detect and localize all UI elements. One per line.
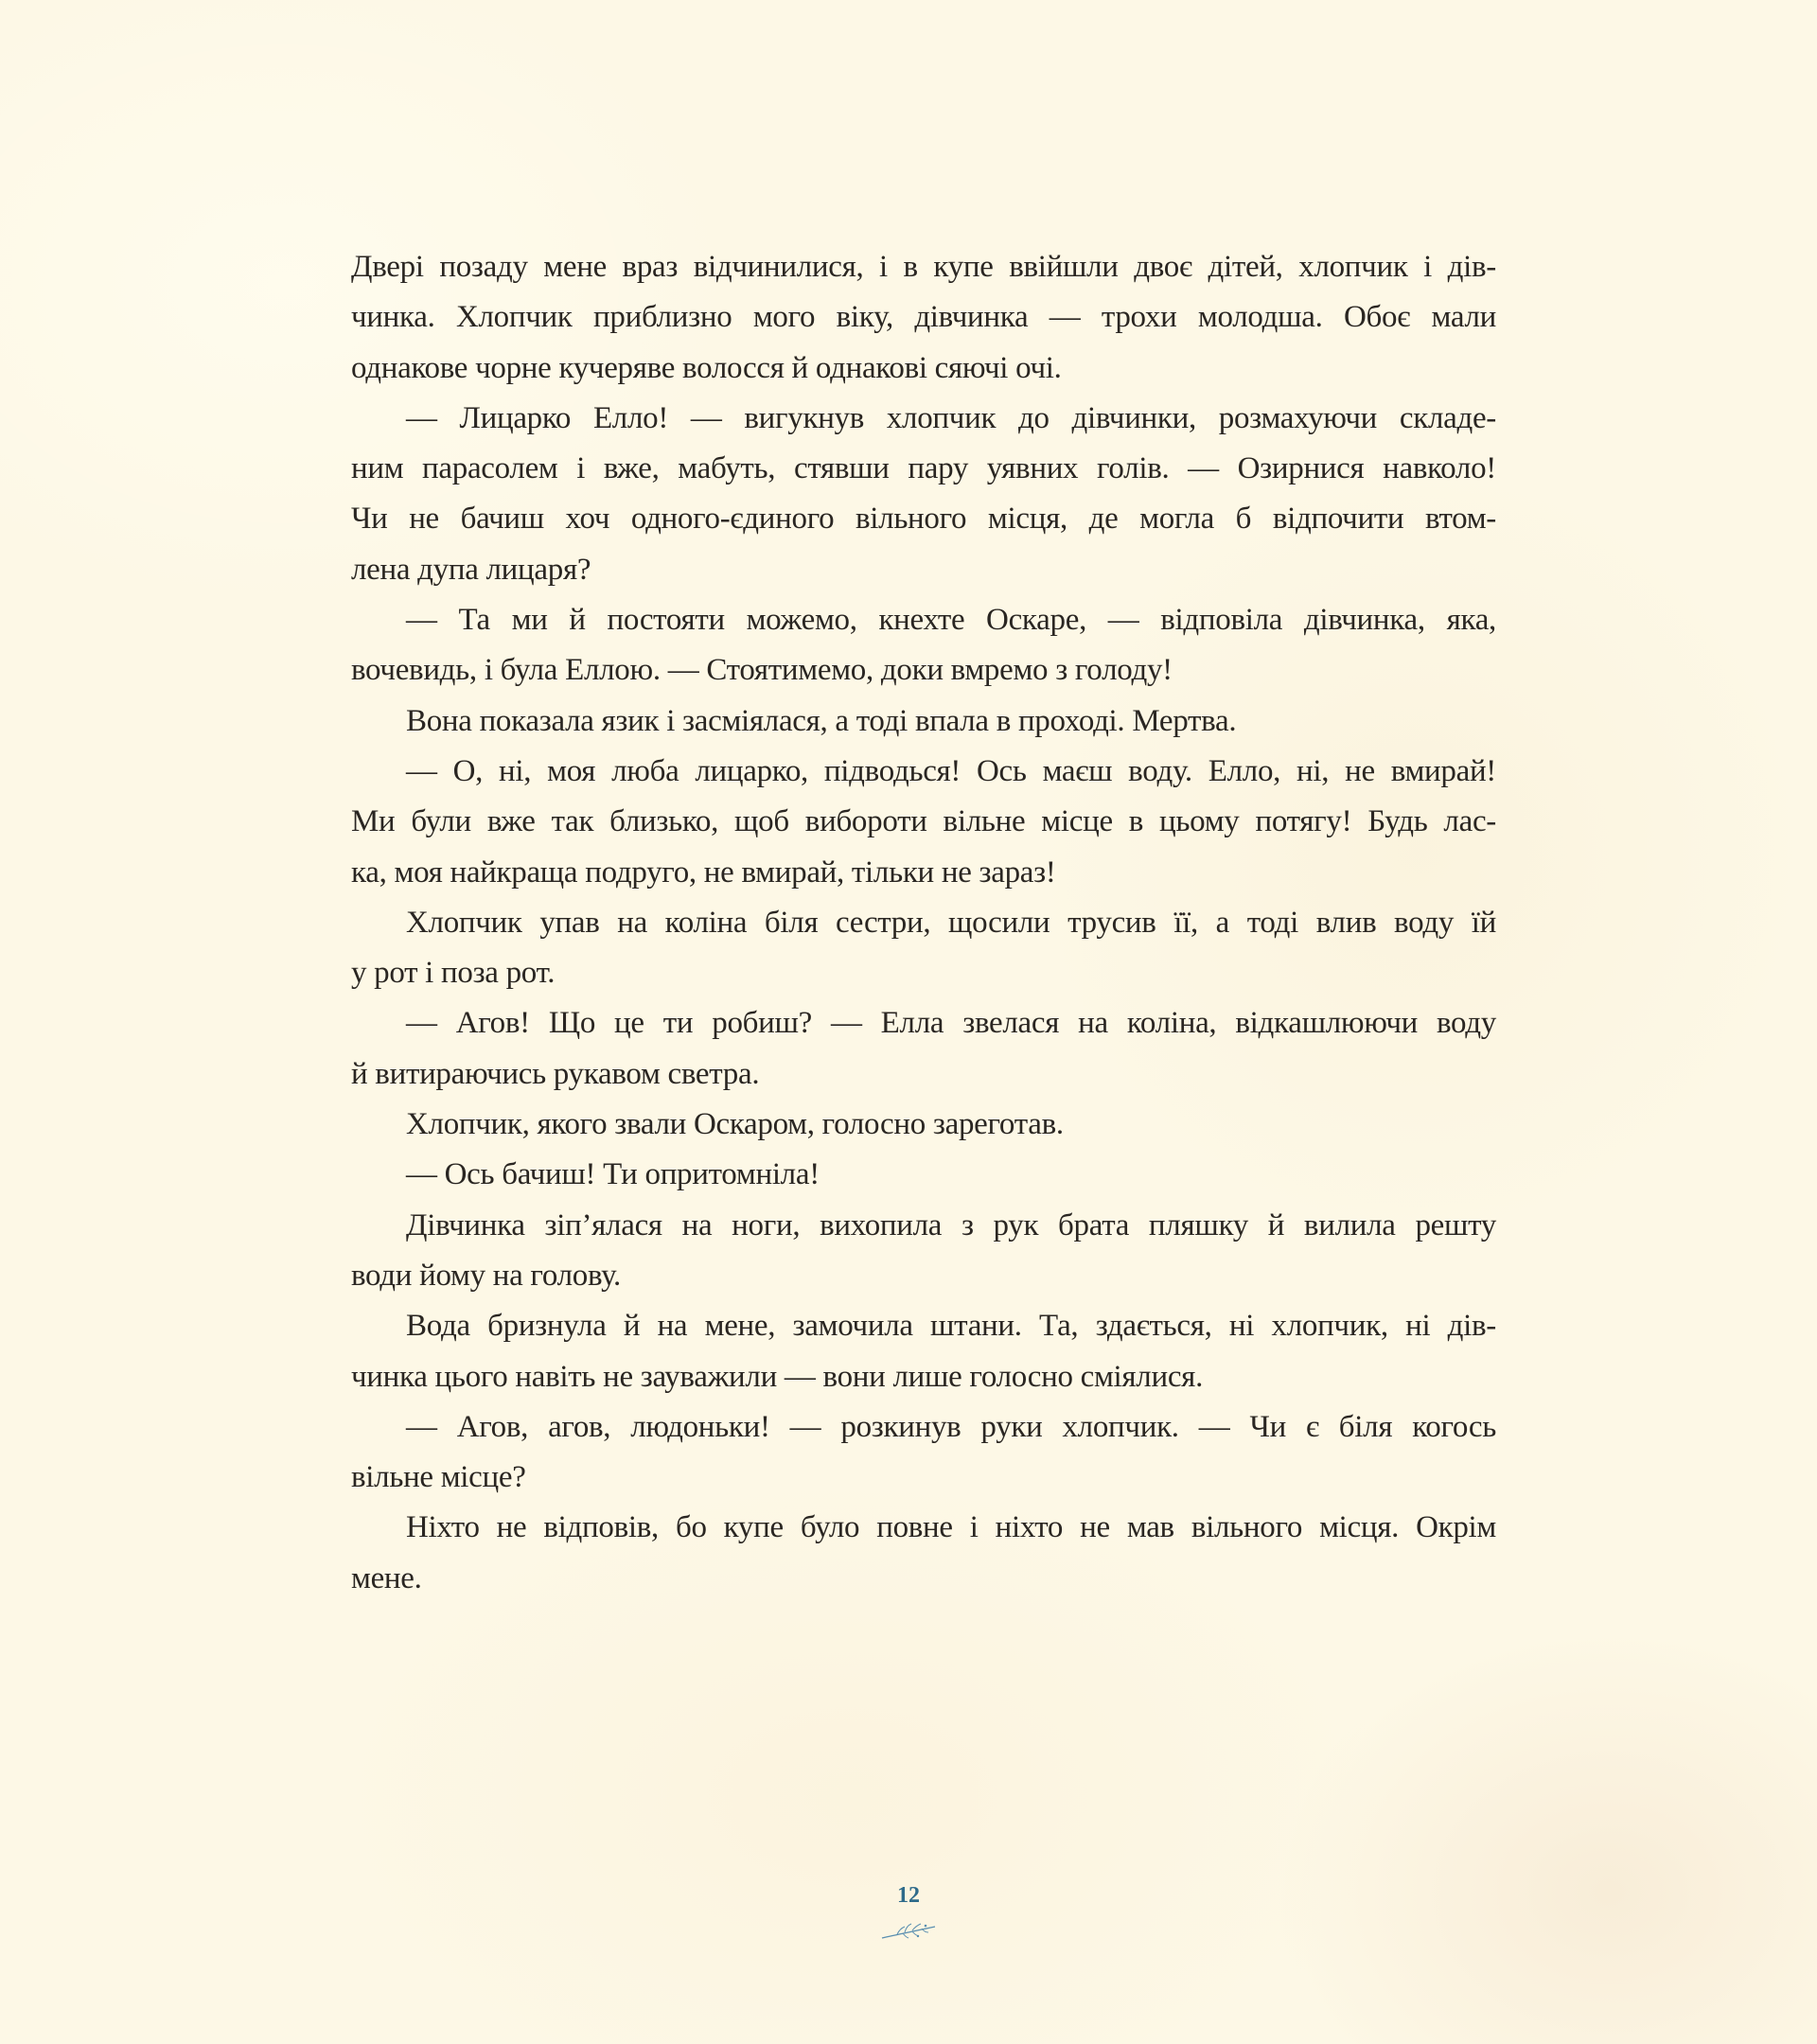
paragraph	[351, 1503, 1496, 1604]
sprig-ornament-icon	[880, 1921, 937, 1942]
text-line: — Та ми й постояти можемо, кнехте Оскаре, — відповіла дівчинка, яка,	[406, 603, 1496, 638]
text-line: ним парасолем і вже, мабуть, стявши пару уявних голів. — Озирнися навколо!	[351, 451, 1496, 486]
text-line: Чи не бачиш хоч одного-єдиного вільного місця, де могла б відпочити втом-	[351, 502, 1496, 537]
text-line: Дівчинка зіп’ялася на ноги, вихопила з рук брата пляшку й вилила решту	[406, 1207, 1496, 1242]
text-line: — Агов, агов, людоньки! — розкинув руки хлопчик. — Чи є біля когось	[406, 1409, 1496, 1444]
text-line: Хлопчик, якого звали Оскаром, голосно зареготав.	[406, 1107, 1064, 1142]
page-number: 12	[897, 1883, 920, 1908]
text-line: — Агов! Що це ти робиш? — Елла звелася на коліна, відкашлюючи воду	[406, 1006, 1496, 1041]
paragraph	[351, 1150, 1496, 1200]
paragraph	[351, 1100, 1496, 1150]
text-line: чинка. Хлопчик приблизно мого віку, дівчинка — трохи молодша. Обоє мали	[351, 300, 1496, 335]
text-line: води йому на голову.	[351, 1258, 621, 1293]
text-line: Вода бризнула й на мене, замочила штани. Та, здається, ні хлопчик, ні дів-	[406, 1309, 1496, 1344]
paragraph	[351, 747, 1496, 898]
text-line: вочевидь, і була Еллою. — Стоятимемо, доки вмремо з голоду!	[351, 653, 1173, 688]
paragraph	[351, 242, 1496, 394]
paragraph	[351, 595, 1496, 696]
text-line: — Ось бачиш! Ти опритомніла!	[406, 1157, 820, 1192]
text-line: вільне місце?	[351, 1460, 526, 1495]
text-line: Вона показала язик і засміялася, а тоді впала в проході. Мертва.	[406, 703, 1237, 738]
text-line: — О, ні, моя люба лицарко, підводься! Ось маєш воду. Елло, ні, не вмирай!	[406, 753, 1496, 788]
paragraph	[351, 394, 1496, 595]
text-line: ка, моя найкраща подруго, не вмирай, тільки не зараз!	[351, 855, 1056, 890]
text-line: — Лицарко Елло! — вигукнув хлопчик до дівчинки, розмахуючи складе-	[406, 400, 1496, 435]
body-text	[351, 242, 1496, 1604]
paragraph	[351, 998, 1496, 1100]
text-line: Хлопчик упав на коліна біля сестри, щосили трусив її, а тоді влив воду їй	[406, 905, 1496, 940]
paragraph	[351, 898, 1496, 999]
text-line: однакове чорне кучеряве волосся й однакові сяючі очі.	[351, 350, 1062, 385]
text-line: Двері позаду мене враз відчинилися, і в купе ввійшли двоє дітей, хлопчик і дів-	[351, 250, 1496, 284]
paragraph	[351, 1201, 1496, 1302]
text-line: лена дупа лицаря?	[351, 552, 591, 587]
paragraph	[351, 696, 1496, 747]
text-line: й витираючись рукавом светра.	[351, 1056, 760, 1091]
text-line: мене.	[351, 1560, 422, 1595]
text-line: чинка цього навіть не зауважили — вони лише голосно сміялися.	[351, 1359, 1204, 1394]
paragraph	[351, 1301, 1496, 1402]
text-line: Ніхто не відповів, бо купе було повне і ніхто не мав вільного місця. Окрім	[406, 1510, 1496, 1545]
paragraph	[351, 1402, 1496, 1504]
text-line: Ми були вже так близько, щоб вибороти вільне місце в цьому потягу! Будь лас-	[351, 804, 1496, 839]
text-line: у рот і поза рот.	[351, 956, 556, 991]
